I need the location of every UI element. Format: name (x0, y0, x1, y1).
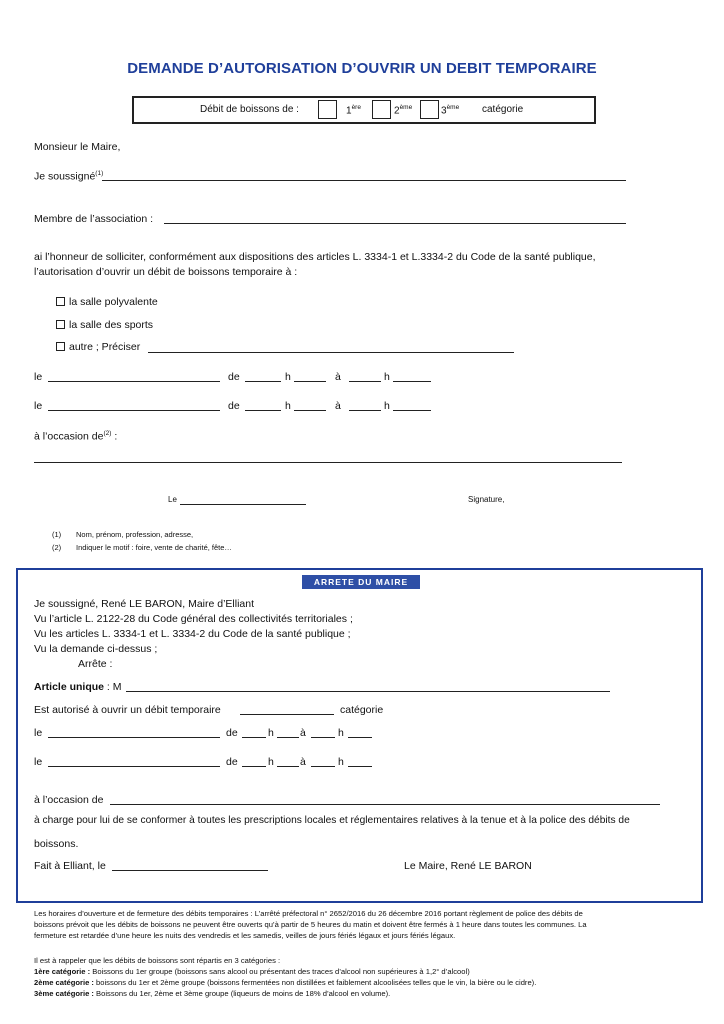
arrete-date-row-1-h1: h (268, 727, 274, 739)
article-unique: Article unique : M (34, 681, 122, 693)
option-autre[interactable]: autre ; Préciser (56, 341, 140, 353)
le-sign-label: Le (168, 495, 177, 504)
fait-date-field[interactable] (112, 870, 268, 871)
signature-label: Signature, (468, 495, 505, 504)
membre-label: Membre de l’association : (34, 213, 154, 225)
arrete-date-row-1-end-min-field[interactable] (348, 737, 372, 738)
arrete-line-2: Vu l’article L. 2122-28 du Code général des collectivités territoriales ; (34, 613, 353, 625)
category-2-line: 2ème catégorie : boissons du 1er et 2ème groupe (boissons fermentées non distillées et faiblement alcoolisées telles que le vin, la bière ou le cidre). (34, 978, 537, 987)
checkbox-icon (56, 320, 65, 329)
note-2-num: (2) (52, 543, 62, 552)
arrete-header: ARRETE DU MAIRE (302, 575, 420, 589)
category-2-label: 2ème (394, 104, 413, 117)
date-row-2-h1: h (285, 400, 291, 412)
date-row-2-h2: h (384, 400, 390, 412)
arrete-date-row-2-de: de (226, 756, 238, 768)
note-1-text: Nom, prénom, profession, adresse, (76, 530, 194, 539)
preciser-field[interactable] (148, 352, 514, 353)
maire-signature: Le Maire, René LE BARON (404, 860, 532, 872)
date-row-1-h1: h (285, 371, 291, 383)
soussigne-label: Je soussigné$^{(1)}$ (34, 170, 104, 183)
page-title: DEMANDE D’AUTORISATION D’OUVRIR UN DEBIT TEMPORAIRE (127, 60, 597, 77)
rappel-line: Il est à rappeler que les débits de boissons sont répartis en 3 catégories : (34, 956, 281, 965)
category-3-label: 3ème (441, 104, 460, 117)
date-row-2-start-hour-field[interactable] (245, 410, 281, 411)
date-row-2-end-hour-field[interactable] (349, 410, 381, 411)
arrete-date-row-1-start-hour-field[interactable] (242, 737, 266, 738)
date-row-1-end-hour-field[interactable] (349, 381, 381, 382)
arrete-date-row-2-start-min-field[interactable] (277, 766, 299, 767)
category-suffix: catégorie (482, 104, 524, 115)
honneur-line-2: l’autorisation d’ouvrir un débit de boissons temporaire à : (34, 266, 298, 278)
arrete-date-row-2-date-field[interactable] (48, 766, 220, 767)
date-row-1-a: à (335, 371, 341, 383)
le-sign-field[interactable] (180, 504, 306, 505)
arrete-line-1: Je soussigné, René LE BARON, Maire d’Elliant (34, 598, 255, 610)
date-row-1-le: le (34, 371, 43, 383)
category-box (132, 96, 596, 124)
date-row-2-le: le (34, 400, 43, 412)
autorise-label: Est autorisé à ouvrir un débit temporaire (34, 704, 221, 716)
category-1-checkbox[interactable] (318, 100, 337, 119)
date-row-2-start-min-field[interactable] (294, 410, 326, 411)
checkbox-icon (56, 342, 65, 351)
arrete-line-3: Vu les articles L. 3334-1 et L. 3334-2 du Code de la santé publique ; (34, 628, 351, 640)
arrete-date-row-2-a: à (300, 756, 306, 768)
date-row-2-de: de (228, 400, 240, 412)
soussigne-field[interactable] (102, 180, 626, 181)
arrete-occasion-field[interactable] (110, 804, 660, 805)
arrete-date-row-2-h2: h (338, 756, 344, 768)
date-row-2-end-min-field[interactable] (393, 410, 431, 411)
arrete-line-4: Vu la demande ci-dessus ; (34, 643, 158, 655)
category-label: Débit de boissons de : (200, 104, 299, 115)
horaires-line-3: fermeture est retardée d’une heure les nuits des vendredis et les samedis, veilles de jours fériés légaux et jours fériés légaux. (34, 931, 456, 940)
note-1-num: (1) (52, 530, 62, 539)
note-2-text: Indiquer le motif : foire, vente de charité, fête… (76, 543, 232, 552)
membre-field[interactable] (164, 223, 626, 224)
category-2-checkbox[interactable] (372, 100, 391, 119)
date-row-2-date-field[interactable] (48, 410, 220, 411)
date-row-1-end-min-field[interactable] (393, 381, 431, 382)
arrete-date-row-1-de: de (226, 727, 238, 739)
occasion-label: à l’occasion $de^{(2)}$ : (34, 430, 118, 443)
arrete-date-row-2-start-hour-field[interactable] (242, 766, 266, 767)
checkbox-icon (56, 297, 65, 306)
category-1-line: 1ère catégorie : Boissons du 1er groupe (boissons sans alcool ou présentant des traces d’alcool non supérieures à 1,2° d’alcool) (34, 967, 470, 976)
date-row-2-a: à (335, 400, 341, 412)
arrete-date-row-2-h1: h (268, 756, 274, 768)
autorise-category-field[interactable] (240, 714, 334, 715)
honneur-line-1: ai l’honneur de solliciter, conformément aux dispositions des articles L. 3334-1 et L.3334-2 du Code de la santé publique, (34, 251, 596, 263)
arrete-date-row-1-date-field[interactable] (48, 737, 220, 738)
arrete-occasion-label: à l’occasion de (34, 794, 104, 806)
date-row-1-start-hour-field[interactable] (245, 381, 281, 382)
arrete-date-row-1-a: à (300, 727, 306, 739)
arrete-date-row-1-end-hour-field[interactable] (311, 737, 335, 738)
arrete-date-row-1-le: le (34, 727, 43, 739)
autorise-categorie: catégorie (340, 704, 384, 716)
article-name-field[interactable] (126, 691, 610, 692)
date-row-1-de: de (228, 371, 240, 383)
category-3-checkbox[interactable] (420, 100, 439, 119)
arrete-date-row-2-end-hour-field[interactable] (311, 766, 335, 767)
charge-line-2: boissons. (34, 838, 79, 850)
option-salle-sports[interactable]: la salle des sports (56, 319, 153, 331)
arrete-date-row-1-start-min-field[interactable] (277, 737, 299, 738)
arrete-line-5: Arrête : (78, 658, 113, 670)
horaires-line-2: boissons prévoit que les débits de boissons ne peuvent être ouverts qu’à partir de 5 heures du matin et doivent être fermés à 1 heure dans toutes les communes. La (34, 920, 587, 929)
occasion-field[interactable] (34, 462, 622, 463)
fait-label: Fait à Elliant, le (34, 860, 106, 872)
arrete-date-row-2-end-min-field[interactable] (348, 766, 372, 767)
date-row-1-start-min-field[interactable] (294, 381, 326, 382)
category-3-line: 3ème catégorie : Boissons du 1er, 2ème et 3ème groupe (liqueurs de moins de 18% d’alcool en volume). (34, 989, 391, 998)
horaires-line-1: Les horaires d’ouverture et de fermeture des débits temporaires : L’arrêté préfectoral n° 2652/2016 du 26 décembre 2016 portant règlement de police des débits de (34, 909, 583, 918)
arrete-date-row-1-h2: h (338, 727, 344, 739)
salutation: Monsieur le Maire, (34, 141, 121, 153)
category-1-label: 1ère (346, 104, 361, 117)
date-row-1-h2: h (384, 371, 390, 383)
charge-line-1: à charge pour lui de se conformer à toutes les prescriptions locales et réglementaires relatives à la tenue et à la police des débits de (34, 815, 630, 826)
option-salle-polyvalente[interactable]: la salle polyvalente (56, 296, 158, 308)
date-row-1-date-field[interactable] (48, 381, 220, 382)
arrete-date-row-2-le: le (34, 756, 43, 768)
